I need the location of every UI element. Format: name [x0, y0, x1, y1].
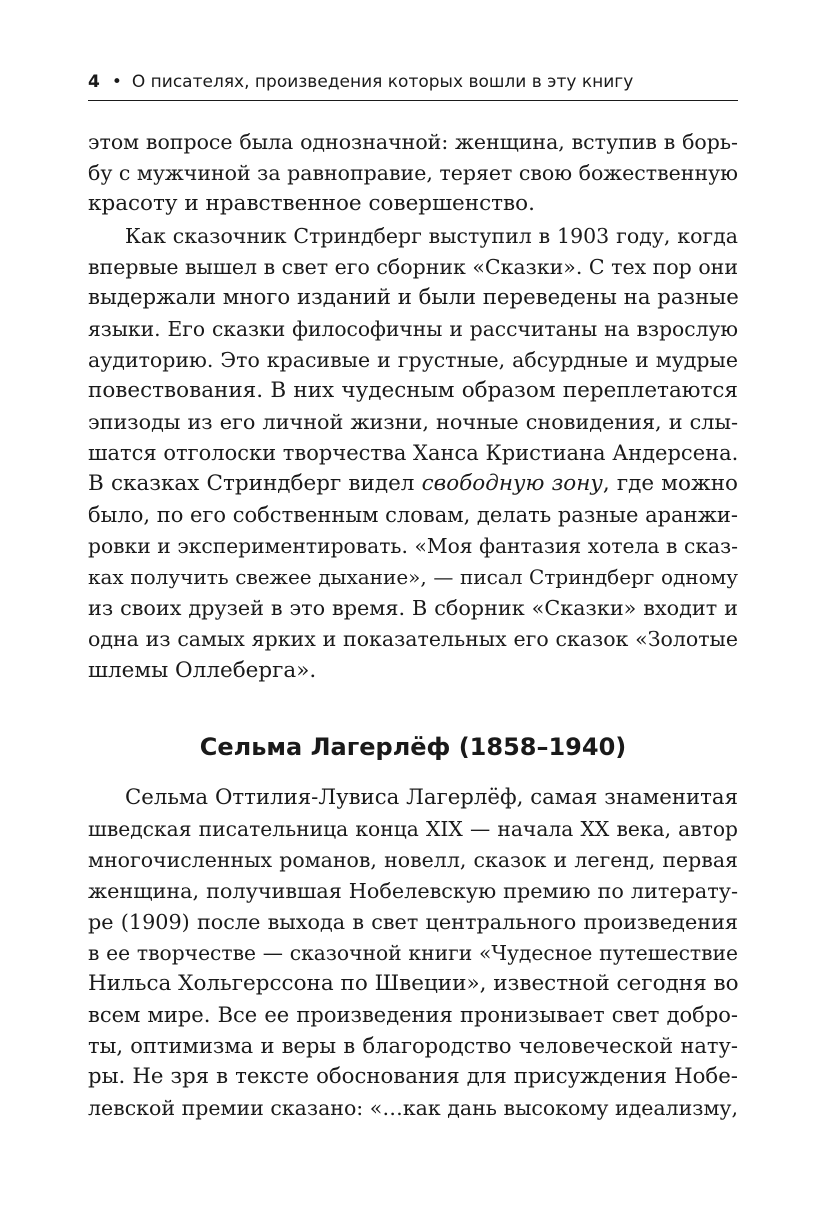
- text-line: многочисленных романов, новелл, сказок и легенд, первая: [88, 848, 738, 872]
- text-line: выдержали много изданий и были переведены на разные: [88, 285, 739, 310]
- text-line: одна из самых ярких и показательных его сказок «Золотые: [88, 627, 738, 651]
- text-line: аудиторию. Это красивые и грустные, абсурдные и мудрые: [88, 348, 738, 372]
- text-line-with-italic: [88, 469, 738, 499]
- text-line: в ее творчестве — сказочной книги «Чудесное путешествие: [88, 941, 738, 965]
- text-line: этом вопросе была однозначной: женщина, вступив в борь-: [88, 130, 738, 154]
- text-line: Нильса Хольгерссона по Швеции», известной сегодня во: [88, 971, 739, 996]
- text-line: ры. Не зря в тексте обоснования для присуждения Нобе-: [88, 1064, 738, 1089]
- text-line: было, по его собственным словам, делать разные аранжи-: [88, 503, 738, 527]
- running-title: О писателях, произведения которых вошли в эту книгу: [131, 72, 634, 92]
- text-line: Как сказочник Стриндберг выступил в 1903 году, когда: [125, 224, 738, 248]
- text-line: шлемы Оллеберга».: [88, 658, 317, 683]
- text-line: впервые вышел в свет его сборник «Сказки». С тех пор они: [88, 255, 738, 279]
- text-line: ровки и экспериментировать. «Моя фантазия хотела в сказ-: [88, 534, 738, 558]
- text-line: женщина, получившая Нобелевскую премию по литерату-: [88, 879, 738, 903]
- text-line: шатся отголоски творчества Ханса Кристиана Андерсена.: [88, 441, 739, 465]
- header-bullet: •: [111, 72, 122, 92]
- text-line: эпизоды из его личной жизни, ночные сновидения, и слы-: [88, 410, 738, 434]
- running-header: [88, 70, 738, 98]
- text-segment: В сказках Стриндберг видел: [88, 471, 422, 496]
- text-line: ках получить свежее дыхание», — писал Стриндберг одному: [88, 565, 738, 589]
- text-line: ре (1909) после выхода в свет центрального произведения: [88, 910, 738, 934]
- section-heading: Сельма Лагерлёф (1858–1940): [199, 733, 627, 761]
- text-line: всем мире. Все ее произведения пронизывает свет добро-: [88, 1003, 738, 1027]
- text-line: из своих друзей в это время. В сборник «Сказки» входит и: [88, 596, 738, 620]
- text-line: левской премии сказано: «…как дань высокому идеализму,: [88, 1096, 738, 1120]
- text-line: Сельма Оттилия-Лувиса Лагерлёф, самая знаменитая: [125, 785, 738, 810]
- text-line: бу с мужчиной за равноправие, теряет свою божественную: [88, 161, 739, 185]
- text-line: красоту и нравственное совершенство.: [88, 191, 535, 216]
- italic-phrase: свободную зону: [421, 471, 603, 496]
- header-rule: [88, 100, 738, 101]
- text-line: повествования. В них чудесным образом переплетаются: [88, 378, 738, 403]
- text-segment: , где можно: [602, 471, 738, 496]
- text-line: языки. Его сказки философичны и рассчитаны на взрослую: [88, 317, 738, 341]
- text-line: ты, оптимизма и веры в благородство человеческой нату-: [88, 1034, 738, 1058]
- text-line: шведская писательница конца XIX — начала XX века, автор: [88, 817, 738, 841]
- page-number: 4: [88, 72, 100, 92]
